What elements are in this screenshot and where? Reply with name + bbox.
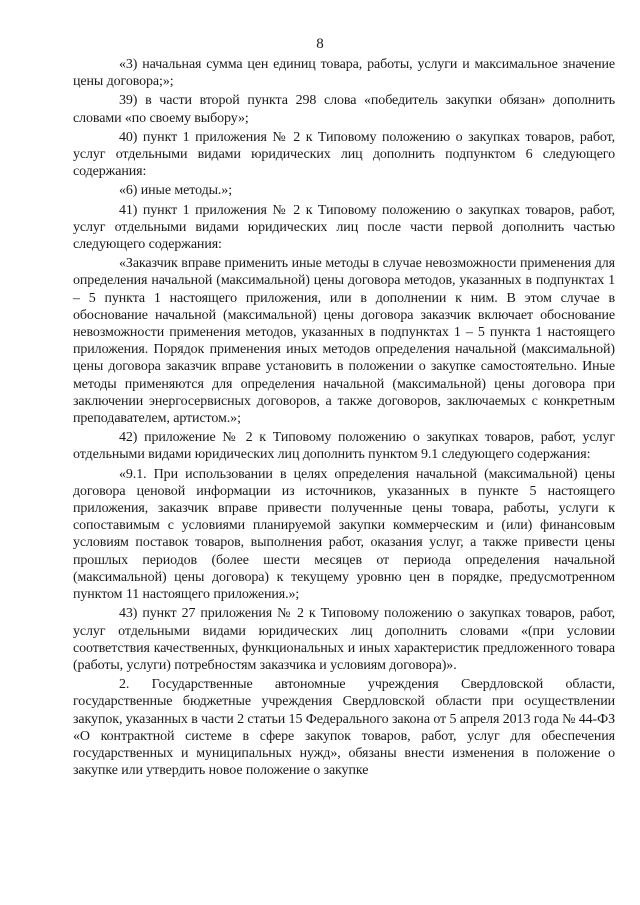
paragraph-item-42: 42) приложение № 2 к Типовому положению о закупках товаров, работ, услуг отдельными видами юридических лиц дополнить пунктом 9.1 следующего содержания: xyxy=(73,430,615,463)
page-number: 8 xyxy=(316,36,324,52)
paragraph-quote-9-1: «9.1. При использовании в целях определения начальной (максимальной) цены договора ценовой информации из источников, указанных в пункте 5 настоящего приложения, заказчик вправе привести полученные цены товара, работы, услуги к сопоставимым с условиями планируемой закупки коммерческим и (или) финансовым условиям поставок товаров, выполнения работ, оказания услуг, а также привести цены прошлых периодов (более шести месяцев от периода определения начальной (максимальной) цены договора) к текущему уровню цен в порядке, предусмотренном пунктом 11 настоящего приложения.»; xyxy=(73,466,615,603)
paragraph-item-40: 40) пункт 1 приложения № 2 к Типовому положению о закупках товаров, работ, услуг отдельными видами юридических лиц дополнить подпунктом 6 следующего содержания: xyxy=(73,129,615,180)
paragraph-section-2: 2. Государственные автономные учреждения Свердловской области, государственные бюджетные учреждения Свердловской области при осуществлении закупок, указанных в части 2 статьи 15 Федерального закона от 5 апреля 2013 года № 44-ФЗ «О контрактной системе в сфере закупок товаров, работ, услуг для обеспечения государственных и муниципальных нужд», обязаны внести изменения в положение о закупке или утвердить новое положение о закупке xyxy=(73,677,615,779)
document-body xyxy=(73,56,615,779)
paragraph-quote-6: «6) иные методы.»; xyxy=(119,183,232,199)
paragraph-item-39: 39) в части второй пункта 298 слова «победитель закупки обязан» дополнить словами «по своему выбору»; xyxy=(73,93,615,126)
paragraph-quote-other-methods: «Заказчик вправе применить иные методы в случае невозможности применения для определения начальной (максимальной) цены договора методов, указанных в подпунктах 1 – 5 пункта 1 настоящего приложения, или в дополнении к ним. В этом случае в обоснование начальной (максимальной) цены договора заказчик включает обоснование невозможности применения методов, указанных в подпунктах 1 – 5 пункта 1 настоящего приложения. Порядок применения иных методов определения начальной (максимальной) цены договора заказчик вправе установить в положении о закупке самостоятельно. Иные методы применяются для определения начальной (максимальной) цены договора при заключении энергосервисных договоров, а также договоров, заключаемых с конкретным преподавателем, артистом.»; xyxy=(73,256,615,427)
paragraph-item-43: 43) пункт 27 приложения № 2 к Типовому положению о закупках товаров, работ, услуг отдельными видами юридических лиц дополнить словами «(при условии соответствия качественных, функциональных и иных характеристик предложенного товара (работы, услуги) потребностям заказчика и условиям договора)». xyxy=(73,606,615,673)
paragraph-item-41: 41) пункт 1 приложения № 2 к Типовому положению о закупках товаров, работ, услуг отдельными видами юридических лиц после части первой дополнить частью следующего содержания: xyxy=(73,202,615,253)
paragraph-amendment-3: «3) начальная сумма цен единиц товара, работы, услуги и максимальное значение цены договора;»; xyxy=(73,57,615,90)
